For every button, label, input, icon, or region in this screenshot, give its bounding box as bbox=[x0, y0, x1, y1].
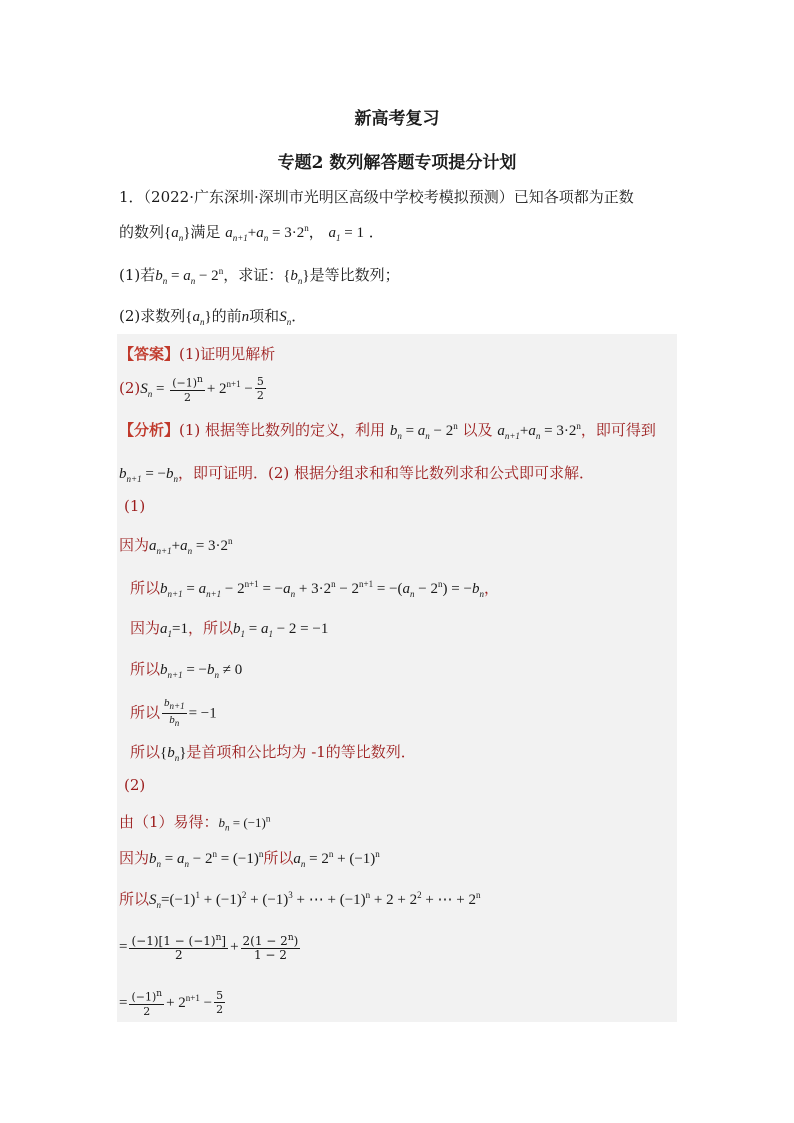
page-subtitle: 专题2 数列解答题专项提分计划 bbox=[277, 153, 517, 173]
question-part-2: (2)求数列$\{a_n\}$的前n项和$S_n$． bbox=[119, 307, 307, 327]
analysis-line-2: $b_{n+1} = -b_n$，即可证明．(2) 根据分组求和和等比数列求和公式即可求解． bbox=[119, 464, 595, 484]
answer-line-2: $(2)S_n$ = $\frac{(-1)^n}{2}$ + $2^{n+1}$ − $\frac{5}{2}$ bbox=[119, 375, 264, 404]
solution-line-10: = $\frac{(-1)[1 - (-1)^n]}{2}$ + $\frac{2(1 - 2^n)}{1 - 2}$ bbox=[119, 933, 299, 962]
question-line-2: 的数列$\{a_n\}$满足 $a_{n+1}+a_n = 3\cdot 2^n$， $a_1 = 1$ ． bbox=[119, 223, 384, 243]
page-title: 新高考复习 bbox=[354, 109, 440, 129]
solution-line-9: 所以$S_n=(-1)^1 + (-1)^2 + (-1)^3$ + ⋯ + $(-1)^n + 2 + 2^2$ + ⋯ + $2^n$ bbox=[119, 890, 481, 910]
solution-line-5: 所以 $\frac{b_{n+1}}{b_n}$ = −1 bbox=[130, 697, 217, 729]
question-part-1: (1)若$b_n = a_n - 2^n$，求证：$\{b_n\}$是等比数列； bbox=[119, 266, 400, 286]
solution-line-1: 因为$a_{n+1}+a_n = 3\cdot 2^n$ bbox=[119, 536, 233, 556]
solution-line-7: 由（1）易得：$b_n = (-1)^n$ bbox=[119, 813, 271, 833]
solution-line-3: 因为$a_1=1$，所以$b_1 = a_1 - 2 = -1$ bbox=[130, 619, 329, 639]
solution-line-6: 所以$\{b_n\}$是首项和公比均为 -1的等比数列． bbox=[130, 743, 416, 763]
solution-line-11: = $\frac{(-1)^n}{2}$ + $2^{n+1}$ − $\frac{5}{2}$ bbox=[119, 989, 224, 1018]
solution-part-2-label: (2) bbox=[124, 776, 146, 794]
analysis-line-1: 【分析】(1) 根据等比数列的定义，利用 $b_n = a_n - 2^n$ 以及 $a_{n+1}+a_n = 3\cdot 2^n$，即可得到 bbox=[119, 421, 656, 441]
question-line-1: 1．（2022·广东深圳·深圳市光明区高级中学校考模拟预测）已知各项都为正数 bbox=[119, 188, 634, 206]
answer-line-1: 【答案】(1)证明见解析 bbox=[119, 345, 276, 363]
solution-part-1-label: (1) bbox=[124, 497, 146, 515]
solution-line-4: 所以$b_{n+1} = -b_n \ne 0$ bbox=[130, 660, 243, 680]
solution-line-8: 因为$b_n = a_n - 2^n = (-1)^n$所以$a_n = 2^n + (-1)^n$ bbox=[119, 849, 380, 869]
solution-line-2: 所以$b_{n+1} = a_{n+1} - 2^{n+1} = -a_n + 3\cdot 2^n - 2^{n+1} = -(a_n - 2^n) = -b_n$， bbox=[130, 579, 499, 599]
